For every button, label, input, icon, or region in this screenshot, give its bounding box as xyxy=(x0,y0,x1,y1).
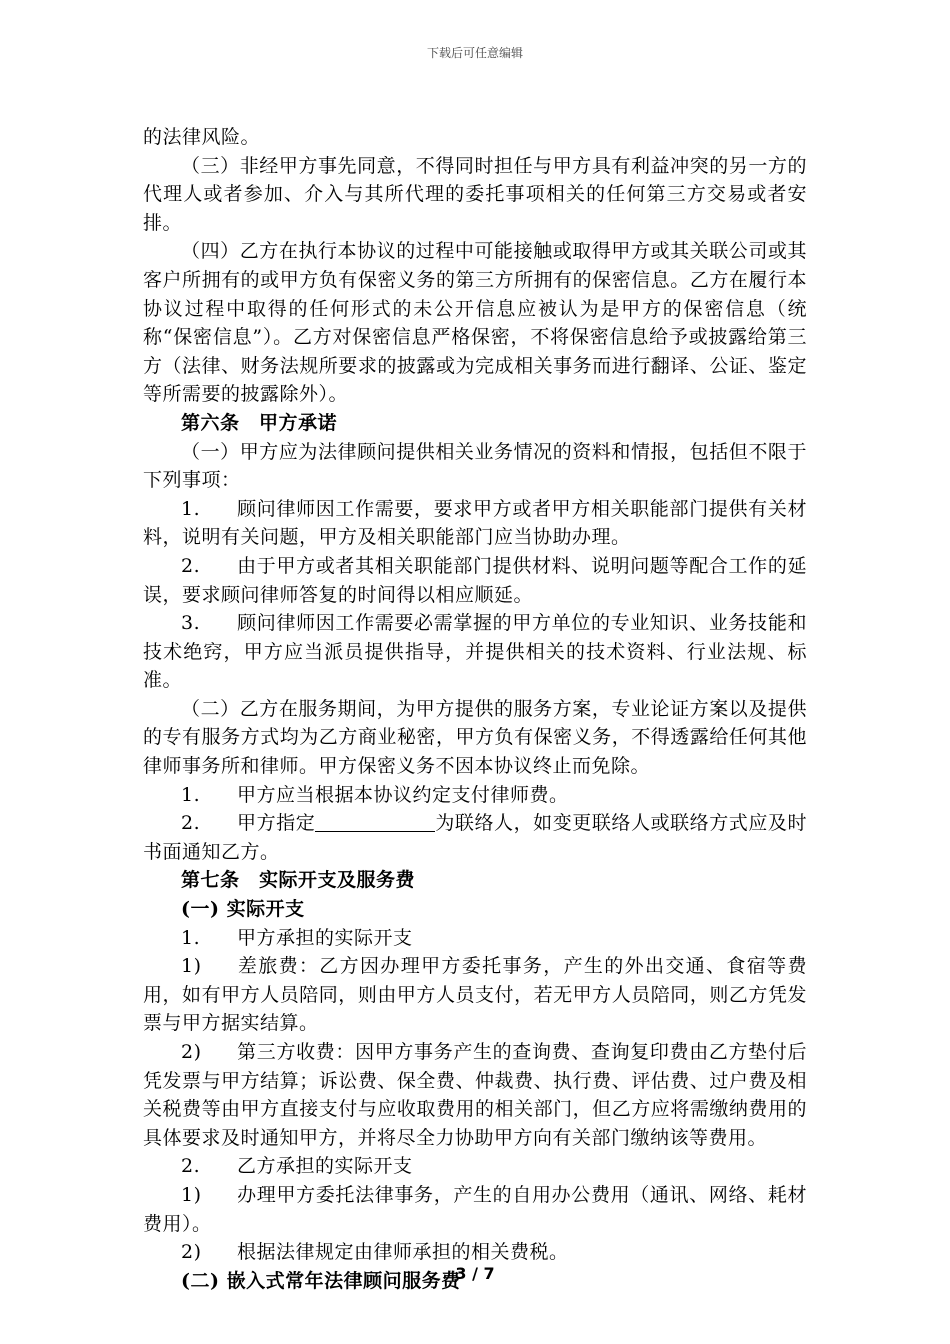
paragraph-text: （一）甲方应为法律顾问提供相关业务情况的资料和情报，包括但不限于下列事项： xyxy=(143,440,807,492)
page-header: 下载后可任意编辑 xyxy=(426,46,523,60)
paragraph-text: 第七条 实际开支及服务费 xyxy=(181,869,416,892)
paragraph-text: （四）乙方在执行本协议的过程中可能接触或取得甲方或其关联公司或其客户所拥有的或甲方负有保密义务的第三方所拥有的保密信息。乙方在履行本协议过程中取得的任何形式的未公开信息应被认为是甲方的保密信息（统称“保密信息”）。乙方对保密信息严格保密，不将保密信息给予或披露给第三方（法律、财务法规所要求的披露或为完成相关事务而进行翻译、公证、鉴定等所需要的披露除外）。 xyxy=(143,240,807,406)
item-number: 1) xyxy=(181,955,202,978)
paragraph-text: 根据法律规定由律师承担的相关费税。 xyxy=(237,1241,569,1264)
paragraph xyxy=(143,924,807,953)
item-number: 2) xyxy=(181,1041,202,1063)
section-heading xyxy=(143,409,807,438)
paragraph xyxy=(143,952,807,1038)
paragraph xyxy=(143,152,807,238)
paragraph xyxy=(143,1238,807,1267)
paragraph-text: 顾问律师因工作需要，要求甲方或者甲方相关职能部门提供有关材料，说明有关问题，甲方及相关职能部门应当协助办理。 xyxy=(143,497,807,549)
paragraph xyxy=(143,1038,807,1152)
item-number: 2. xyxy=(181,812,201,835)
paragraph xyxy=(143,809,807,866)
page-number: 3 / 7 xyxy=(455,1264,495,1283)
item-number: 2. xyxy=(181,1155,201,1178)
paragraph-text: 第三方收费：因甲方事务产生的查询费、查询复印费由乙方垫付后凭发票与甲方结算；诉讼费、保全费、仲裁费、执行费、评估费、过户费及相关税费等由甲方直接支付与应收取费用的相关部门，但乙方应将需缴纳费用的具体要求及时通知甲方，并将尽全力协助甲方向有关部门缴纳该等费用。 xyxy=(143,1041,807,1149)
paragraph-text: 差旅费：乙方因办理甲方委托事务，产生的外出交通、食宿等费用，如有甲方人员陪同，则由甲方人员支付，若无甲方人员陪同，则乙方凭发票与甲方据实结算。 xyxy=(143,955,807,1035)
section-heading xyxy=(143,895,807,924)
paragraph-text: （三）非经甲方事先同意，不得同时担任与甲方具有利益冲突的另一方的代理人或者参加、介入与其所代理的委托事项相关的任何第三方交易或者安排。 xyxy=(143,154,807,234)
paragraph-text: (二) 嵌入式常年法律顾问服务费 xyxy=(181,1269,461,1292)
paragraph xyxy=(143,1181,807,1238)
item-number: 1. xyxy=(181,497,201,520)
item-number: 1. xyxy=(181,783,201,806)
item-number: 2. xyxy=(181,554,201,577)
paragraph-text: 第六条 甲方承诺 xyxy=(181,411,338,434)
paragraph-text: 办理甲方委托法律事务，产生的自用办公费用（通讯、网络、耗材费用）。 xyxy=(143,1183,807,1235)
paragraph xyxy=(143,1152,807,1181)
paragraph xyxy=(143,609,807,695)
paragraph-text: （二）乙方在服务期间，为甲方提供的服务方案，专业论证方案以及提供的专有服务方式均为乙方商业秘密，甲方负有保密义务，不得透露给任何其他律师事务所和律师。甲方保密义务不因本协议终止而免除。 xyxy=(143,697,807,778)
paragraph xyxy=(143,495,807,552)
item-number: 3. xyxy=(181,612,201,635)
paragraph-text: 顾问律师因工作需要必需掌握的甲方单位的专业知识、业务技能和技术绝窍，甲方应当派员提供指导，并提供相关的技术资料、行业法规、标准。 xyxy=(143,612,807,692)
paragraph xyxy=(143,695,807,781)
paragraph xyxy=(143,781,807,810)
document-body xyxy=(143,123,807,1295)
item-number: 1) xyxy=(181,1183,202,1206)
paragraph-text: 乙方承担的实际开支 xyxy=(237,1155,413,1178)
paragraph xyxy=(143,438,807,495)
paragraph xyxy=(143,123,807,152)
item-number: 2) xyxy=(181,1241,202,1264)
paragraph-text: (一) 实际开支 xyxy=(181,898,305,921)
paragraph-text: 甲方指定 xyxy=(237,812,316,835)
section-heading xyxy=(143,866,807,895)
paragraph-text: 甲方应当根据本协议约定支付律师费。 xyxy=(237,783,569,806)
paragraph-text-after: 为联络人，如变更联络人或联络方式应及时书面通知乙方。 xyxy=(143,812,807,863)
fill-in-blank xyxy=(315,812,435,832)
paragraph-text: 的法律风险。 xyxy=(143,126,261,148)
paragraph-text: 甲方承担的实际开支 xyxy=(237,926,413,949)
paragraph xyxy=(143,552,807,609)
paragraph-text: 由于甲方或者其相关职能部门提供材料、说明问题等配合工作的延误，要求顾问律师答复的时间得以相应顺延。 xyxy=(143,554,807,606)
paragraph xyxy=(143,237,807,409)
item-number: 1. xyxy=(181,926,201,949)
